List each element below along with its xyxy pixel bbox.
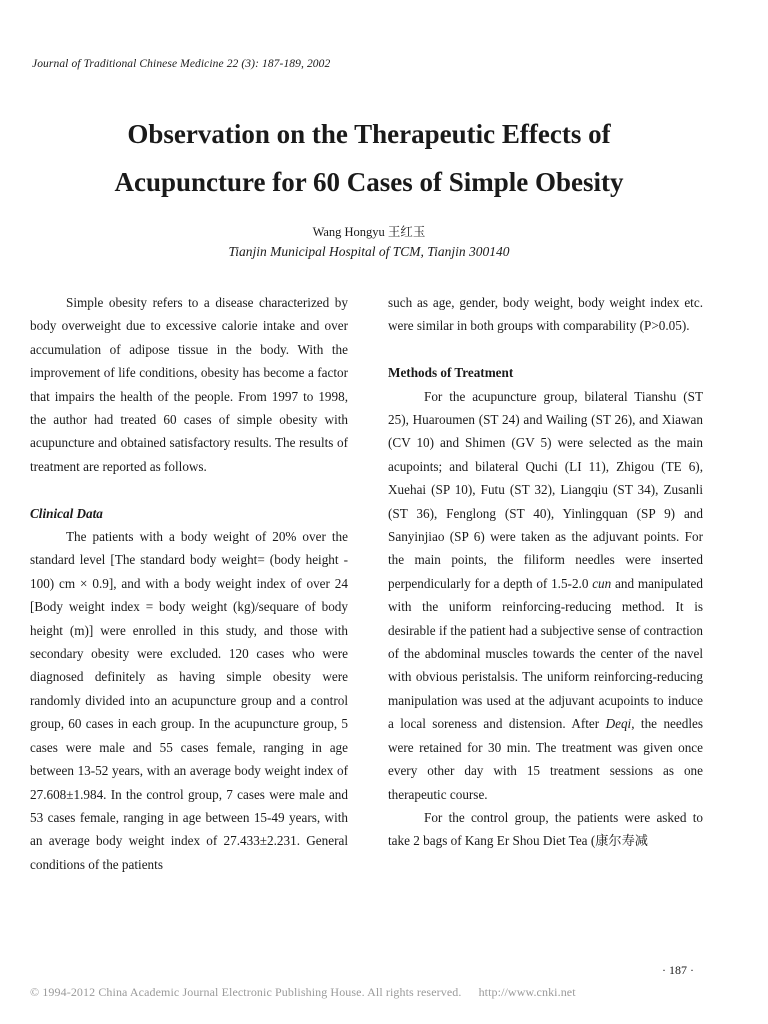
term-deqi: Deqi [605,716,632,732]
copyright-text: © 1994-2012 China Academic Journal Electronic Publishing House. All rights reserved. [30,985,462,999]
right-column [388,291,703,853]
author: Wang Hongyu 王红玉 [312,225,426,239]
affiliation: Tianjin Municipal Hospital of TCM, Tianjin 300140 [228,244,510,259]
control-group-paragraph: For the control group, the patients were asked to take 2 bags of Kang Er Shou Diet Tea (康尔寿减 [388,809,703,849]
footer-url: http://www.cnki.net [478,985,576,999]
footer [30,985,590,1000]
journal-citation: Journal of Traditional Chinese Medicine 22 (3): 187-189, 2002 [32,58,331,70]
methods-paragraph [388,385,703,806]
intro-paragraph: Simple obesity refers to a disease characterized by body overweight due to excessive calorie intake and over accumulation of adipose tissue in the body. With the improvement of life conditions, obesity has become a factor that impairs the health of the people. From 1997 to 1998, the author had treated 60 cases of simple obesity with acupuncture and obtained satisfactory results. The results of treatment are reported as follows. [30,295,348,474]
clinical-data-paragraph: The patients with a body weight of 20% over the standard level [The standard body weight= (body height - 100) cm × 0.9], and with a body weight index of over 24 [Body weight index = body weight (kg)/sequare of body height (m)] were enrolled in this study, and those with secondary obesity were excluded. 120 cases who were diagnosed definitely as having simple obesity were randomly divided into an acupuncture group and a control group, 60 cases in each group. In the acupuncture group, 5 cases were male and 55 cases female, ranging in age between 13-52 years, with an average body weight index of 27.608±1.984. In the control group, 7 cases were male and 53 cases female, ranging in age between 15-49 years, with an average body weight index of 27.433±2.231. General conditions of the patients [30,529,348,872]
methods-text-1: For the acupuncture group, bilateral Tianshu (ST 25), Huaroumen (ST 24) and Wailing (ST 26), and Xiawan (CV 10) and Shimen (GV 5) were selected as the main acupoints; and bilateral Quchi (LI 11), Zhigou (TE 6), Xuehai (SP 10), Futu (ST 32), Liangqiu (ST 34), Zusanli (ST 36), Fenglong (ST 40), Yinlingquan (SP 9) and Sanyinjiao (SP 6) were taken as the adjuvant points. For the main points, the filiform needles were inserted perpendicularly for a depth of 1.5-2.0 [388,388,703,591]
title-line-1: Observation on the Therapeutic Effects of [127,119,611,149]
methods-heading: Methods of Treatment [388,365,514,381]
methods-text-3: , the needles were retained for 30 min. The treatment was given once every other day with 15 treatment sessions as one therapeutic course. [388,716,703,802]
clinical-data-heading: Clinical Data [30,505,103,521]
article-title [0,110,738,206]
methods-text-2: and manipulated with the uniform reinforcing-reducing method. It is desirable if the patient had a subjective sense of contraction of the abdominal muscles towards the center of the navel with obvious peristalsis. The uniform reinforcing-reducing manipulation was used at the adjuvant acupoints to induce a local soreness and distension. After [388,575,704,732]
page-number: · 187 · [662,963,694,977]
title-line-2: Acupuncture for 60 Cases of Simple Obesity [114,167,624,197]
left-column [30,291,348,876]
term-cun: cun [592,575,612,591]
continued-paragraph: such as age, gender, body weight, body weight index etc. were similar in both groups with comparability (P>0.05). [388,295,703,334]
